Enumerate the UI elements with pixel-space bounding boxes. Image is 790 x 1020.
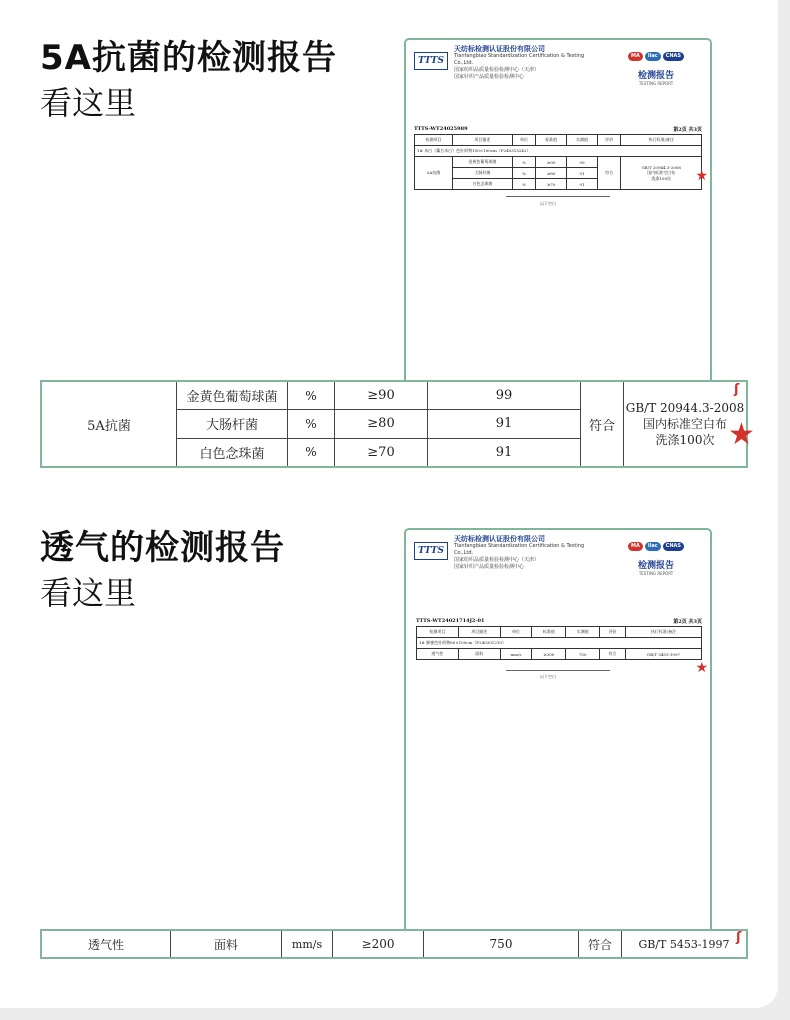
item-cell: 5A抗菌 [41,381,177,467]
below-blank-note: 以下空白 [540,201,556,206]
table-row: 大肠杆菌 % ≥80 91 [41,410,747,438]
section2-report-image [404,528,712,938]
table-row: 1# 蜂蜜色针织物80×100cm（F240301210） [417,638,702,649]
table-row: 检测项目 项目描述 单位 标准值 实测值 评价 执行标准/备注 [417,627,702,638]
ttts-logo: TTTS [414,542,448,560]
ilac-badge: ilac [645,542,661,551]
below-divider [506,670,610,671]
section1-result-table [40,380,748,468]
result-cell: 符合 [581,381,624,467]
table-row: 透气性 面料 mm/s ≥200 750 符合 GB/T 5453-1997 [41,930,747,958]
below-divider [506,196,610,197]
below-blank-note: 以下空白 [540,674,556,679]
section1-heading [40,38,337,124]
report-mini-table [416,626,702,660]
red-stamp-icon: ★ [695,660,708,676]
section2-subtitle: 看这里 [40,574,137,612]
org-info: 天纺标检测认证股份有限公司 Tianfangbiao Standardization Certification & Testing Co.,Ltd. 国家纺织品质量检验检测中心（天津） 国家针织产品质量检验检测中心 [454,45,585,80]
table-row: 检测项目 项目描述 单位 标准值 实测值 评价 执行标准/备注 [415,135,702,146]
section2-result-table [40,929,748,959]
section1-subtitle: 看这里 [40,84,137,122]
report-doc-title: 检测报告 TESTING REPORT [637,561,674,576]
report-number: TTTS-WT24025989 [414,126,468,132]
report-doc-title: 检测报告 TESTING REPORT [637,71,674,86]
table-row: 白色念珠菌 % ≥70 91 [41,438,747,467]
cert-badges [626,542,684,551]
table-row: 透气性 面料 mm/s ≥200 750 符合 GB/T 5453-1997 [417,649,702,660]
report-mini-table [414,134,702,190]
report-header [412,46,702,96]
report-header [412,536,702,586]
standard-cell: GB/T 20944.3-2008 国内标准空白布 洗涤100次 [624,381,748,467]
report-page: 第2页 共3页 [673,619,702,625]
report-page: 第2页 共3页 [673,127,702,133]
red-stamp-icon: ★ [728,417,755,452]
cert-badges [626,52,684,61]
report-number: TTTS-WT24021714J2-01 [416,618,485,624]
section2-title: 透气的检测报告 [40,528,285,568]
cnas-badge: CNAS [663,542,684,551]
seal-edge-icon: ʃ [734,382,740,397]
ma-badge: MA [628,542,643,551]
ma-badge: MA [628,52,643,61]
ilac-badge: ilac [645,52,661,61]
ttts-logo: TTTS [414,52,448,70]
org-info: 天纺标检测认证股份有限公司 Tianfangbiao Standardization Certification & Testing Co.,Ltd. 国家纺织品质量检验检测中心（天津） 国家针织产品质量检验检测中心 [454,535,585,570]
section2-heading [40,528,285,614]
table-row: 大肠杆菌 % ≥80 91 [415,168,702,179]
seal-edge-icon: ʃ [736,930,742,945]
table-row: 1# 米白（藕合米白）色针织物100×100cm（F240315242） [415,146,702,157]
section1-report-image [404,38,712,388]
table-row: 5A抗菌 金黄色葡萄球菌 % ≥90 99 符合 GB/T 20944.3-2008 国内标准空白布 洗涤100次 [41,381,747,410]
red-stamp-icon: ★ [695,168,708,184]
table-row: 5A抗菌 金黄色葡萄球菌 % ≥90 99 符合 GB/T 20944.3-2008 国内标准空白布 洗涤100次 [415,157,702,168]
section1-title: 5A抗菌的检测报告 [40,38,337,78]
cnas-badge: CNAS [663,52,684,61]
table-row: 白色念珠菌 % ≥70 91 [415,179,702,190]
